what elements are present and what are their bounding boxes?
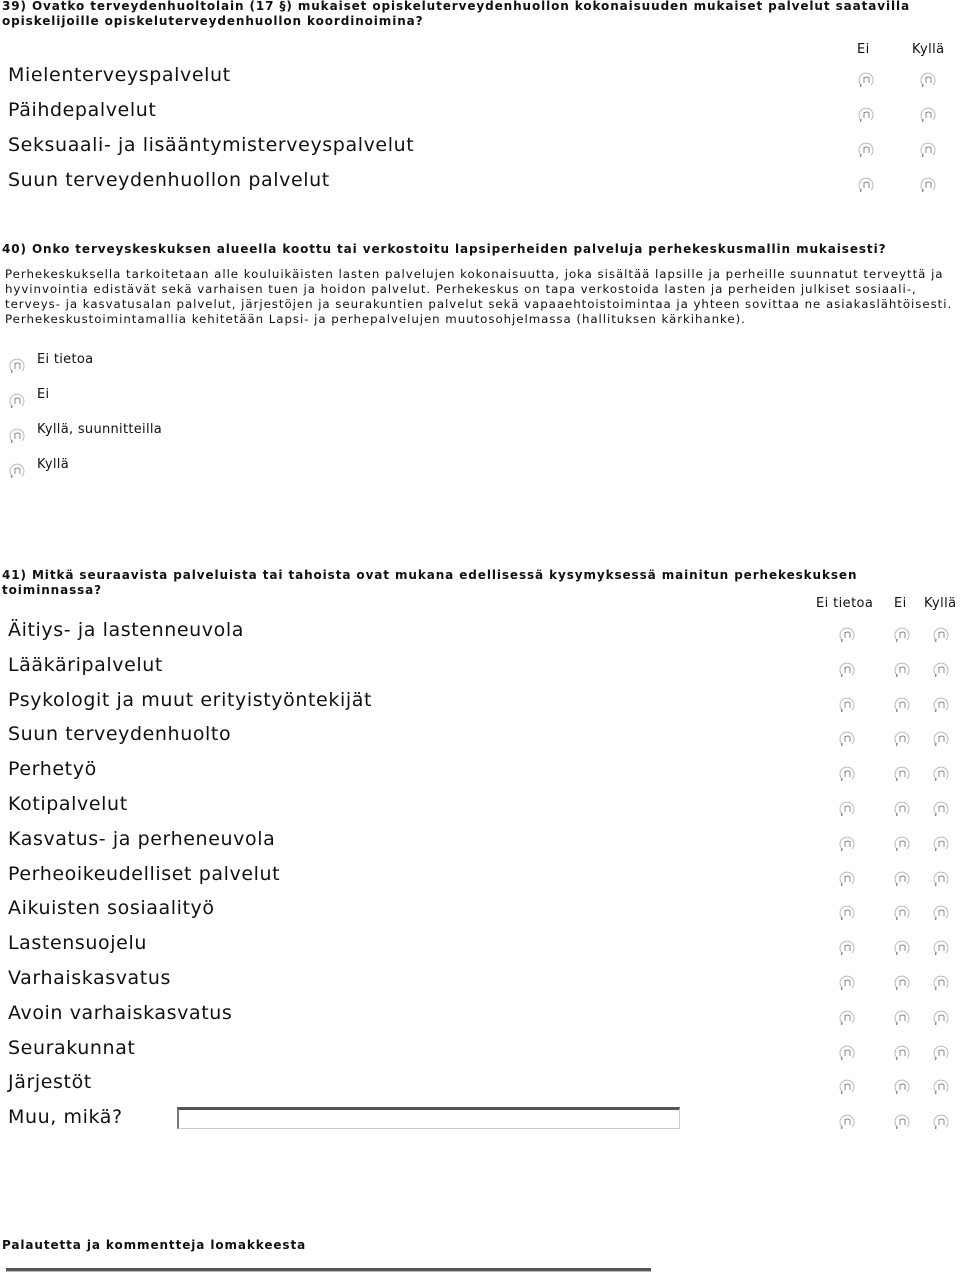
q41-row-label: Psykologit ja muut erityistyöntekijät [8, 689, 372, 711]
q39-col-ei: Ei [857, 42, 870, 57]
q40-description: Perhekeskuksella tarkoitetaan alle kouluikäisten lasten palvelujen kokonaisuutta, joka sisältää lapsille ja perheille suunnatut terveyttä ja hyvinvointia edistävät sekä varhaisen tuen ja hoidon palvelut. Perhekeskus on tapa verkostoida lasten ja perheiden julkiset sosiaali-, terveys- ja kasvatusalan palvelut, järjestöjen ja seurakuntien palvelut sekä vapaaehtoistoimintaa ja yhteen sovittaa ne asiakaslähtöisesti. Perhekeskustoimintamallia kehitetään Lapsi- ja perhepalvelujen muutosohjelmassa (hallituksen kärkihanke). [5, 267, 953, 326]
radio-button-icon [838, 903, 856, 921]
q41-radio-ei-tietoa[interactable] [838, 938, 856, 956]
q41-row-label: Järjestöt [8, 1071, 92, 1093]
q41-radio-kylla[interactable] [932, 625, 950, 643]
q39-col-kylla: Kyllä [912, 42, 945, 57]
q41-radio-kylla[interactable] [932, 1112, 950, 1130]
q41-radio-ei-tietoa[interactable] [838, 729, 856, 747]
radio-button-icon [893, 764, 911, 782]
radio-button-icon [838, 799, 856, 817]
radio-button-icon [932, 1008, 950, 1026]
q41-col-ei: Ei [894, 596, 907, 611]
q41-row-label: Kasvatus- ja perheneuvola [8, 828, 276, 850]
radio-button-icon [893, 938, 911, 956]
radio-button-icon [893, 903, 911, 921]
q40-radio-kylla[interactable] [8, 461, 26, 479]
radio-button-icon [893, 799, 911, 817]
radio-button-icon [932, 660, 950, 678]
radio-button-icon [932, 799, 950, 817]
q41-radio-ei[interactable] [893, 625, 911, 643]
radio-button-icon [838, 869, 856, 887]
q39-radio-ei[interactable] [857, 70, 875, 88]
q41-radio-ei[interactable] [893, 764, 911, 782]
q41-row-label: Varhaiskasvatus [8, 967, 171, 989]
q39-radio-ei[interactable] [857, 105, 875, 123]
radio-button-icon [857, 70, 875, 88]
q41-row-label: Aikuisten sosiaalityö [8, 897, 215, 919]
radio-button-icon [8, 356, 26, 374]
radio-button-icon [932, 938, 950, 956]
q41-row-label: Äitiys- ja lastenneuvola [8, 619, 244, 641]
q41-radio-ei[interactable] [893, 903, 911, 921]
radio-button-icon [893, 660, 911, 678]
radio-button-icon [932, 903, 950, 921]
radio-button-icon [838, 1008, 856, 1026]
q41-radio-kylla[interactable] [932, 729, 950, 747]
radio-button-icon [893, 1008, 911, 1026]
q41-row-label: Perheoikeudelliset palvelut [8, 863, 281, 885]
q41-radio-ei-tietoa[interactable] [838, 1008, 856, 1026]
q41-radio-ei[interactable] [893, 799, 911, 817]
q41-radio-ei-tietoa[interactable] [838, 973, 856, 991]
q41-radio-ei[interactable] [893, 973, 911, 991]
radio-button-icon [919, 70, 937, 88]
q41-radio-ei[interactable] [893, 695, 911, 713]
q41-radio-ei-tietoa[interactable] [838, 625, 856, 643]
q41-row-label: Perhetyö [8, 758, 97, 780]
radio-button-icon [838, 729, 856, 747]
radio-button-icon [893, 973, 911, 991]
q41-row-label: Suun terveydenhuolto [8, 723, 232, 745]
radio-button-icon [838, 764, 856, 782]
radio-button-icon [838, 973, 856, 991]
radio-button-icon [932, 1043, 950, 1061]
radio-button-icon [838, 1112, 856, 1130]
radio-button-icon [932, 1077, 950, 1095]
q41-radio-kylla[interactable] [932, 973, 950, 991]
q41-radio-ei-tietoa[interactable] [838, 869, 856, 887]
feedback-input-line[interactable] [6, 1268, 651, 1272]
radio-button-icon [893, 1077, 911, 1095]
q40-option-label: Ei [37, 387, 50, 402]
q40-radio-kylla-suunnitteilla[interactable] [8, 426, 26, 444]
q41-row-label: Lääkäripalvelut [8, 654, 163, 676]
q39-row-label: Päihdepalvelut [8, 99, 157, 121]
q40-option-label: Ei tietoa [37, 352, 94, 367]
q41-radio-kylla[interactable] [932, 1077, 950, 1095]
radio-button-icon [919, 140, 937, 158]
q41-radio-kylla[interactable] [932, 799, 950, 817]
q39-title: 39) Ovatko terveydenhuoltolain (17 §) mukaiset opiskeluterveydenhuollon kokonaisuuden mukaiset palvelut saatavilla opiskelijoille opiskeluterveydenhuollon koordinoimina? [2, 0, 911, 28]
radio-button-icon [838, 660, 856, 678]
radio-button-icon [838, 938, 856, 956]
q39-radio-ei[interactable] [857, 140, 875, 158]
q41-radio-ei-tietoa[interactable] [838, 695, 856, 713]
q41-radio-ei[interactable] [893, 834, 911, 852]
radio-button-icon [932, 764, 950, 782]
feedback-heading: Palautetta ja kommentteja lomakkeesta [2, 1238, 307, 1252]
q41-radio-ei[interactable] [893, 1043, 911, 1061]
radio-button-icon [893, 1112, 911, 1130]
q40-option-label: Kyllä, suunnitteilla [37, 422, 163, 437]
q41-radio-kylla[interactable] [932, 903, 950, 921]
q39-radio-kylla[interactable] [919, 140, 937, 158]
q41-radio-ei-tietoa[interactable] [838, 1112, 856, 1130]
other-specify-input[interactable] [177, 1107, 680, 1129]
radio-button-icon [919, 105, 937, 123]
q41-radio-ei[interactable] [893, 1008, 911, 1026]
radio-button-icon [893, 625, 911, 643]
q41-col-kylla: Kyllä [924, 596, 957, 611]
radio-button-icon [893, 695, 911, 713]
radio-button-icon [838, 834, 856, 852]
q41-row-label: Muu, mikä? [8, 1106, 123, 1128]
q41-radio-ei[interactable] [893, 938, 911, 956]
q39-radio-kylla[interactable] [919, 175, 937, 193]
q41-radio-ei[interactable] [893, 869, 911, 887]
q39-radio-kylla[interactable] [919, 70, 937, 88]
q39-row-label: Seksuaali- ja lisääntymisterveyspalvelut [8, 134, 415, 156]
radio-button-icon [893, 834, 911, 852]
q41-radio-ei-tietoa[interactable] [838, 1077, 856, 1095]
radio-button-icon [893, 1043, 911, 1061]
radio-button-icon [857, 140, 875, 158]
q41-radio-ei[interactable] [893, 1077, 911, 1095]
radio-button-icon [893, 729, 911, 747]
radio-button-icon [8, 391, 26, 409]
radio-button-icon [932, 869, 950, 887]
radio-button-icon [932, 695, 950, 713]
radio-button-icon [838, 1043, 856, 1061]
q41-radio-kylla[interactable] [932, 764, 950, 782]
q41-row-label: Avoin varhaiskasvatus [8, 1002, 233, 1024]
q41-radio-ei[interactable] [893, 660, 911, 678]
q41-radio-kylla[interactable] [932, 1008, 950, 1026]
q41-col-ei-tietoa: Ei tietoa [816, 596, 874, 611]
radio-button-icon [932, 1112, 950, 1130]
radio-button-icon [857, 105, 875, 123]
q40-title: 40) Onko terveyskeskuksen alueella koottu tai verkostoitu lapsiperheiden palveluja perhekeskusmallin mukaisesti? [2, 242, 887, 256]
radio-button-icon [857, 175, 875, 193]
radio-button-icon [932, 834, 950, 852]
radio-button-icon [838, 695, 856, 713]
radio-button-icon [838, 625, 856, 643]
q39-radio-ei[interactable] [857, 175, 875, 193]
q39-row-label: Mielenterveyspalvelut [8, 64, 231, 86]
radio-button-icon [8, 461, 26, 479]
radio-button-icon [932, 625, 950, 643]
q41-radio-kylla[interactable] [932, 834, 950, 852]
radio-button-icon [932, 973, 950, 991]
q40-radio-ei[interactable] [8, 391, 26, 409]
q41-radio-kylla[interactable] [932, 869, 950, 887]
q41-radio-kylla[interactable] [932, 695, 950, 713]
q41-radio-ei[interactable] [893, 729, 911, 747]
q39-radio-kylla[interactable] [919, 105, 937, 123]
q41-title: 41) Mitkä seuraavista palveluista tai tahoista ovat mukana edellisessä kysymyksessä mainitun perhekeskuksen toiminnassa? [2, 568, 858, 597]
q41-radio-ei-tietoa[interactable] [838, 834, 856, 852]
q41-row-label: Lastensuojelu [8, 932, 147, 954]
radio-button-icon [919, 175, 937, 193]
q41-row-label: Seurakunnat [8, 1037, 136, 1059]
q40-option-label: Kyllä [37, 457, 69, 472]
q41-radio-ei-tietoa[interactable] [838, 903, 856, 921]
q41-radio-kylla[interactable] [932, 660, 950, 678]
q41-radio-kylla[interactable] [932, 938, 950, 956]
radio-button-icon [893, 869, 911, 887]
q41-radio-ei[interactable] [893, 1112, 911, 1130]
q41-radio-ei-tietoa[interactable] [838, 1043, 856, 1061]
radio-button-icon [838, 1077, 856, 1095]
q41-radio-ei-tietoa[interactable] [838, 660, 856, 678]
q39-row-label: Suun terveydenhuollon palvelut [8, 169, 330, 191]
q40-radio-ei-tietoa[interactable] [8, 356, 26, 374]
q41-radio-ei-tietoa[interactable] [838, 764, 856, 782]
q41-row-label: Kotipalvelut [8, 793, 128, 815]
radio-button-icon [8, 426, 26, 444]
q41-radio-kylla[interactable] [932, 1043, 950, 1061]
q41-radio-ei-tietoa[interactable] [838, 799, 856, 817]
radio-button-icon [932, 729, 950, 747]
